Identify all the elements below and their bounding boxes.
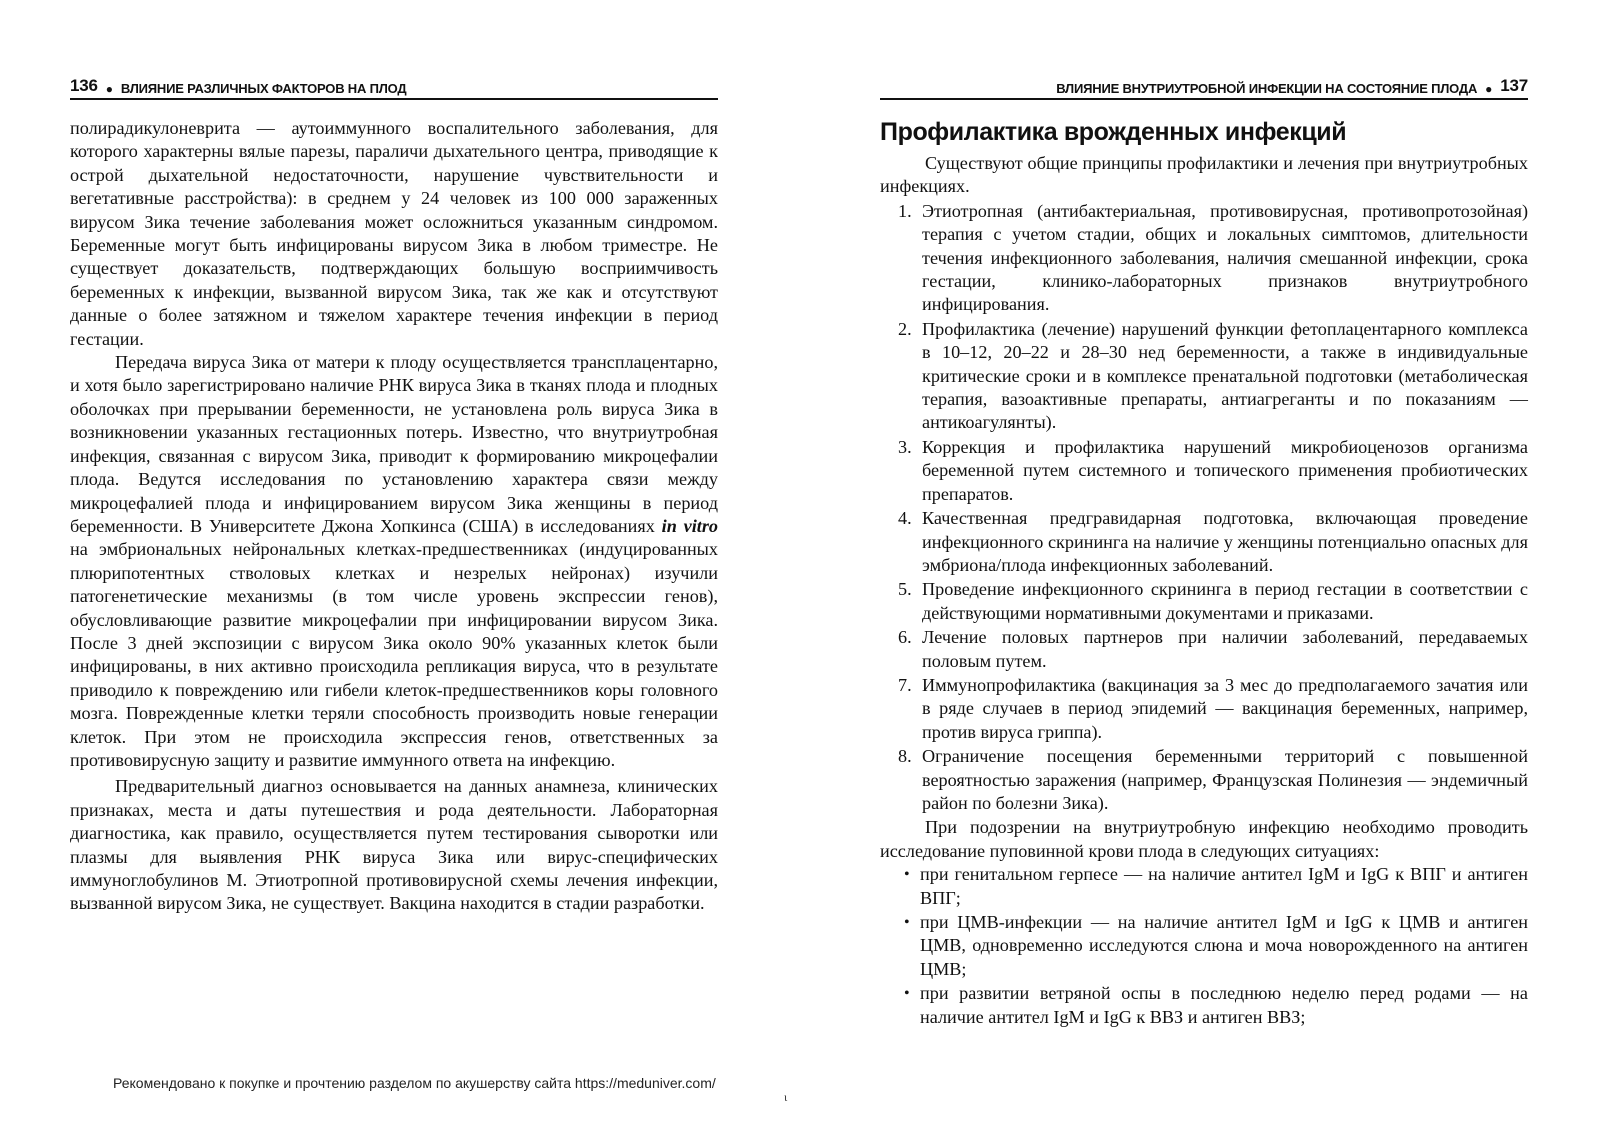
right-intro: Существуют общие принципы профилактики и лечения при внутриутробных инфекциях. [880, 153, 1528, 197]
left-running-head-title: ВЛИЯНИЕ РАЗЛИЧНЫХ ФАКТОРОВ НА ПЛОД [120, 81, 407, 96]
running-head-separator: ● [1485, 82, 1493, 96]
list-number: 7. [898, 674, 912, 695]
left-paragraph-3: Предварительный диагноз основывается на данных анамнеза, клинических признаках, места и даты путешествия и рода деятельности. Лабораторная диагностика, как правило, осуществляется путем тестирования сыворотки или плазмы для выявления РНК вируса Зика или вирус-специфических иммуноглобулинов М. Этиотропной противовирусной схемы лечения инфекции, вызванной вирусом Зика, не существует. Вакцина находится в стадии разработки. [70, 776, 718, 914]
gutter-mark: ι [784, 1090, 788, 1104]
cord-blood-list [880, 863, 1528, 1029]
left-page-number: 136 [70, 76, 98, 95]
left-paragraph-2-text: Передача вируса Зика от матери к плоду осуществляется трансплацентарно, и хотя было зарегистрировано наличие РНК вируса Зика в тканях плода и плодных оболочках при прерывании беременности, не установлена роль вируса Зика в возникновении указанных гестационных потерь. Известно, что внутриутробная инфекция, связанная с вирусом Зика, приводит к формированию микроцефалии плода. Ведутся исследования по установлению характера связи между микроцефалией плода и инфицированием вирусом Зика женщины в период беременности. В Университете Джона Хопкинса (США) в исследованиях [70, 352, 718, 536]
list-item [880, 674, 1528, 744]
list-number: 8. [898, 746, 912, 767]
left-running-head [70, 74, 718, 100]
list-number: 4. [898, 508, 912, 529]
running-head-separator: ● [105, 82, 113, 96]
list-number: 6. [898, 627, 912, 648]
bullet-icon: • [904, 985, 910, 1003]
right-running-head-title: ВЛИЯНИЕ ВНУТРИУТРОБНОЙ ИНФЕКЦИИ НА СОСТОЯНИЕ ПЛОДА [1056, 81, 1478, 96]
list-number: 2. [898, 318, 912, 339]
list-item [880, 626, 1528, 673]
left-paragraph-1: полирадикулоневрита — аутоиммунного воспалительного заболевания, для которого характерны вялые парезы, параличи дыхательного центра, приводящие к острой дыхательной недостаточности, нарушение чувствительности и вегетативные расстройства): в среднем у 24 человек из 100 000 зараженных вирусом Зика течение заболевания может осложниться указанным синдромом. Беременные могут быть инфицированы вирусом Зика в любом триместре. Не существует доказательств, подтверждающих большую восприимчивость беременных к инфекции, вызванной вирусом Зика, так же как и отсутствуют данные о более затяжном и тяжелом характере течения инфекции в период гестации. [70, 118, 718, 349]
list-item [880, 436, 1528, 506]
prevention-list [880, 200, 1528, 816]
right-running-head [880, 74, 1528, 100]
left-body-text [70, 117, 718, 916]
bullet-text: при генитальном герпесе — на наличие антител IgM и IgG к ВПГ и антиген ВПГ; [920, 864, 1528, 908]
list-number: 3. [898, 436, 912, 457]
bullet-text: при развитии ветряной оспы в последнюю неделю перед родами — на наличие антител IgM и IgG к ВВЗ и антиген ВВЗ; [920, 983, 1528, 1027]
footer-note: Рекомендовано к покупке и прочтению разделом по акушерству сайта https://meduniver.com/ [113, 1075, 716, 1091]
bullet-icon: • [904, 914, 910, 931]
list-number: 5. [898, 579, 912, 600]
list-item-text: Профилактика (лечение) нарушений функции фетоплацентарного комплекса в 10–12, 20–22 и 28–30 нед беременности, а также в индивидуальные критические сроки и в комплексе пренатальной подготовки (метаболическая терапия, вазоактивные препараты, антиагреганты и по показаниям — антикоагулянты). [922, 318, 1528, 433]
list-item-text: Этиотропная (антибактериальная, противовирусная, противопротозойная) терапия с учетом стадии, общих и локальных симптомов, длительности течения инфекционного заболевания, наличия смешанной инфекции, срока гестации, клинико-лабораторных признаков внутриутробного инфицирования. [922, 200, 1528, 315]
right-body-text [880, 152, 1528, 1030]
bullet-item [880, 982, 1528, 1029]
right-page-number: 137 [1500, 76, 1528, 95]
list-item [880, 507, 1528, 577]
in-vitro-term: in vitro [661, 515, 718, 536]
list-item-text: Коррекция и профилактика нарушений микробиоценозов организма беременной путем системного и топического применения пробиотических препаратов. [922, 436, 1528, 504]
left-paragraph-2 [70, 351, 718, 772]
right-after-list: При подозрении на внутриутробную инфекцию необходимо проводить исследование пуповинной крови плода в следующих ситуациях: [880, 817, 1528, 861]
section-title: Профилактика врожденных инфекций [880, 118, 1347, 146]
list-item [880, 318, 1528, 435]
list-item-text: Проведение инфекционного скрининга в период гестации в соответствии с действующими нормативными документами и приказами. [922, 579, 1528, 623]
list-item-text: Лечение половых партнеров при наличии заболеваний, передаваемых половым путем. [922, 627, 1528, 671]
list-item [880, 200, 1528, 317]
bullet-item [880, 863, 1528, 910]
list-number: 1. [898, 200, 912, 221]
bullet-item [880, 911, 1528, 981]
bullet-icon: • [904, 866, 910, 884]
list-item-text: Ограничение посещения беременными территорий с повышенной вероятностью заражения (например, Французская Полинезия — эндемичный район по болезни Зика). [922, 746, 1528, 813]
bullet-text: при ЦМВ-инфекции — на наличие антител IgM и IgG к ЦМВ и антиген ЦМВ, одновременно исследуются слюна и моча новорожденного на антиген ЦМВ; [920, 912, 1528, 979]
list-item [880, 578, 1528, 625]
list-item-text: Иммунопрофилактика (вакцинация за 3 мес до предполагаемого зачатия или в ряде случаев в период эпидемий — вакцинация беременных, например, против вируса гриппа). [922, 674, 1528, 742]
left-paragraph-2-continued: на эмбриональных нейрональных клетках-предшественниках (индуцированных плюрипотентных стволовых клетках и незрелых нейронах) изучили патогенетические механизмы (в том числе уровень экспрессии генов), обусловливающие развитие микроцефалии при инфицировании вирусом Зика. После 3 дней экспозиции с вирусом Зика около 90% указанных клеток были инфицированы, в них активно происходила репликация вируса, что в результате приводило к повреждению или гибели клеток-предшественников коры головного мозга. Поврежденные клетки теряли способность производить новые генерации клеток. При этом не происходила экспрессия генов, ответственных за противовирусную защиту и развитие иммунного ответа на инфекцию. [70, 539, 718, 770]
list-item-text: Качественная предгравидарная подготовка, включающая проведение инфекционного скрининга на наличие у женщины потенциально опасных для эмбриона/плода инфекционных заболеваний. [922, 508, 1528, 575]
list-item [880, 745, 1528, 815]
